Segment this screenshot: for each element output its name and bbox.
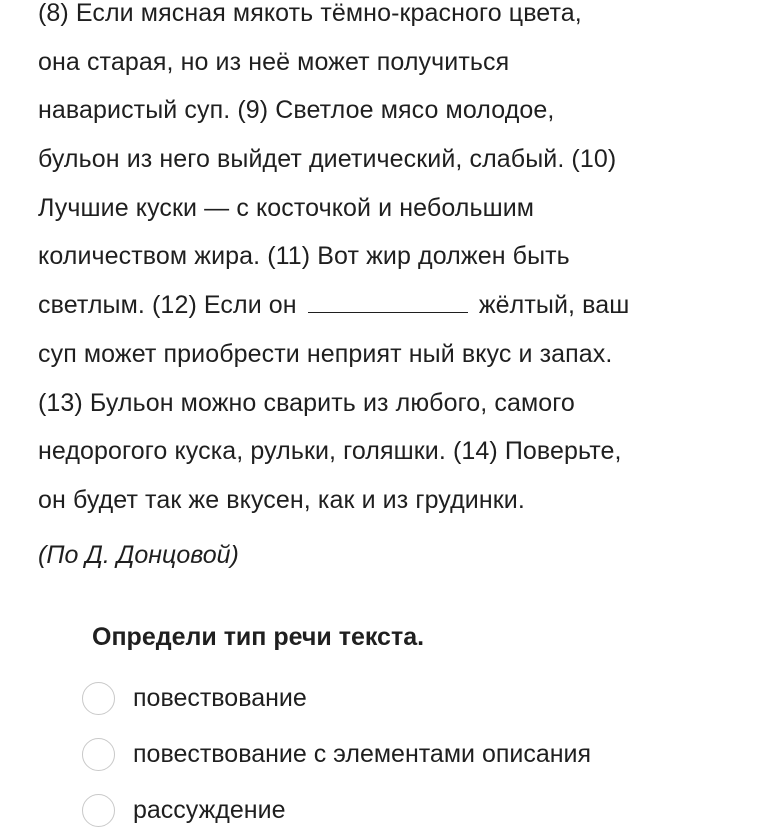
passage-line: (8) Если мясная мякоть тёмно-красного цвета, [38, 0, 582, 27]
passage-line: Лучшие куски — с косточкой и небольшим [38, 193, 535, 222]
passage-line: наваристый суп. (9) Светлое мясо молодое, [38, 96, 555, 125]
radio-button[interactable] [82, 682, 115, 715]
passage-text-before-blank: светлым. (12) Если он [38, 291, 297, 320]
passage-line-with-blank [38, 281, 758, 330]
passage-line: (13) Бульон можно сварить из любого, самого [38, 388, 575, 417]
fill-in-blank [308, 293, 468, 313]
answer-option-label: рассуждение [133, 796, 286, 824]
passage-line: он будет так же вкусен, как и из грудинки. [38, 485, 525, 514]
answer-option-label: повествование с элементами описания [133, 740, 592, 768]
passage-text [38, 0, 758, 525]
answer-option[interactable] [82, 670, 591, 726]
question-title: Определи тип речи текста. [92, 623, 425, 651]
passage-text-after-blank: жёлтый, ваш [478, 291, 630, 320]
passage-line: она старая, но из неё может получиться [38, 47, 510, 76]
source-attribution: (По Д. Донцовой) [38, 541, 239, 569]
answer-option-label: повествование [133, 684, 307, 712]
answer-option[interactable] [82, 726, 591, 782]
passage-line: бульон из него выйдет диетический, слабый. (10) [38, 145, 617, 174]
radio-button[interactable] [82, 738, 115, 771]
passage-line: количеством жира. (11) Вот жир должен быть [38, 242, 570, 271]
passage-line: недорогого куска, рульки, голяшки. (14) Поверьте, [38, 437, 622, 466]
answer-options [82, 670, 591, 838]
radio-button[interactable] [82, 794, 115, 827]
passage-line: суп может приобрести неприят ный вкус и запах. [38, 339, 613, 368]
answer-option[interactable] [82, 782, 591, 838]
